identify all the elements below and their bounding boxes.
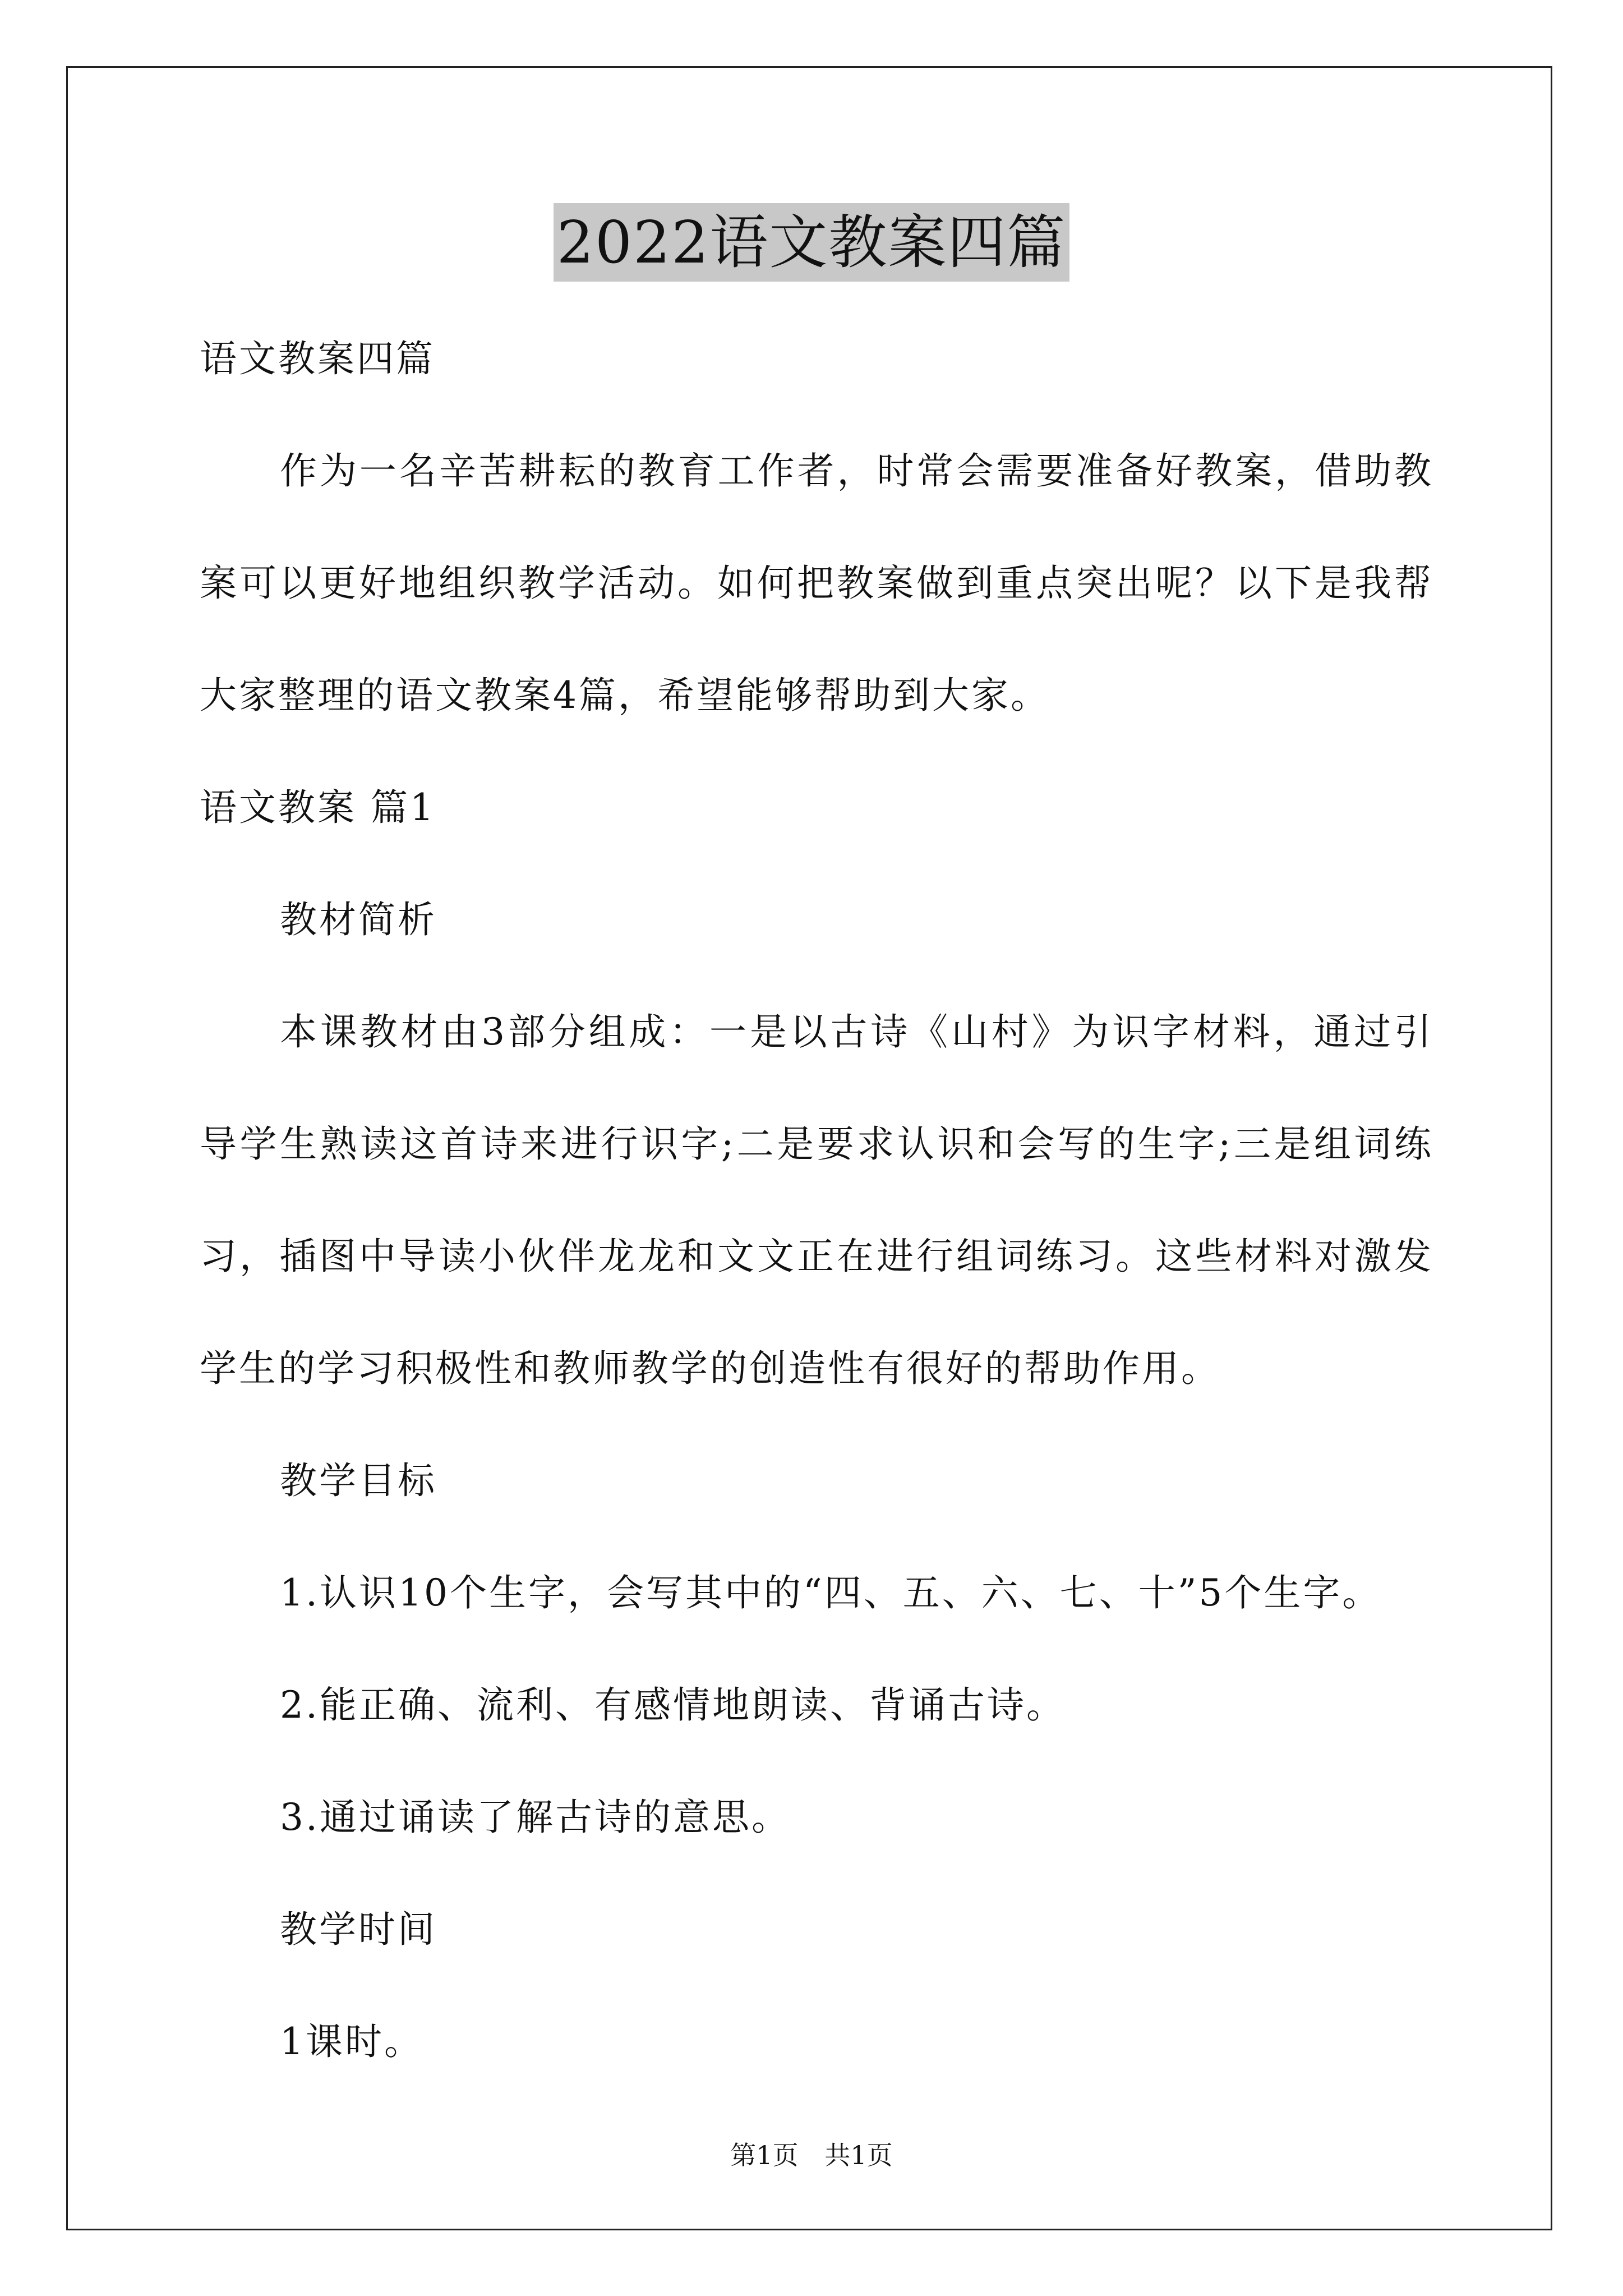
page-total: 共1页 [824, 2140, 893, 2170]
goal-item: 2.能正确、流利、有感情地朗读、背诵古诗。 [280, 1683, 1066, 1727]
goal-item: 1.认识10个生字，会写其中的“四、五、六、七、十”5个生字。 [280, 1571, 1382, 1614]
intro-paragraph: 作为一名辛苦耕耘的教育工作者，时常会需要准备好教案，借助教案可以更好地组织教学活动。如何把教案做到重点突出呢？以下是我帮大家整理的语文教案4篇，希望能够帮助到大家。 [200, 449, 1433, 717]
goal-item: 3.通过诵读了解古诗的意思。 [280, 1796, 791, 1839]
time-text: 1课时。 [280, 2020, 423, 2063]
title-container [0, 203, 1623, 282]
material-paragraph: 本课教材由3部分组成：一是以古诗《山村》为识字材料，通过引导学生熟读这首诗来进行识字;二是要求认识和会写的生字;三是组词练习，插图中导读小伙伴龙龙和文文正在进行组词练习。这些材料对激发学生的学习积极性和教师教学的创造性有很好的帮助作用。 [200, 1010, 1433, 1390]
document-subtitle: 语文教案四篇 [200, 337, 435, 380]
goals-heading: 教学目标 [280, 1459, 437, 1502]
document-body [200, 303, 1433, 2098]
page-footer [0, 2138, 1623, 2172]
time-heading: 教学时间 [280, 1908, 437, 1951]
section-heading: 语文教案 篇1 [200, 786, 436, 829]
material-heading: 教材简析 [280, 898, 437, 941]
page-number: 第1页 [730, 2140, 799, 2170]
document-title: 2022语文教案四篇 [554, 203, 1070, 282]
